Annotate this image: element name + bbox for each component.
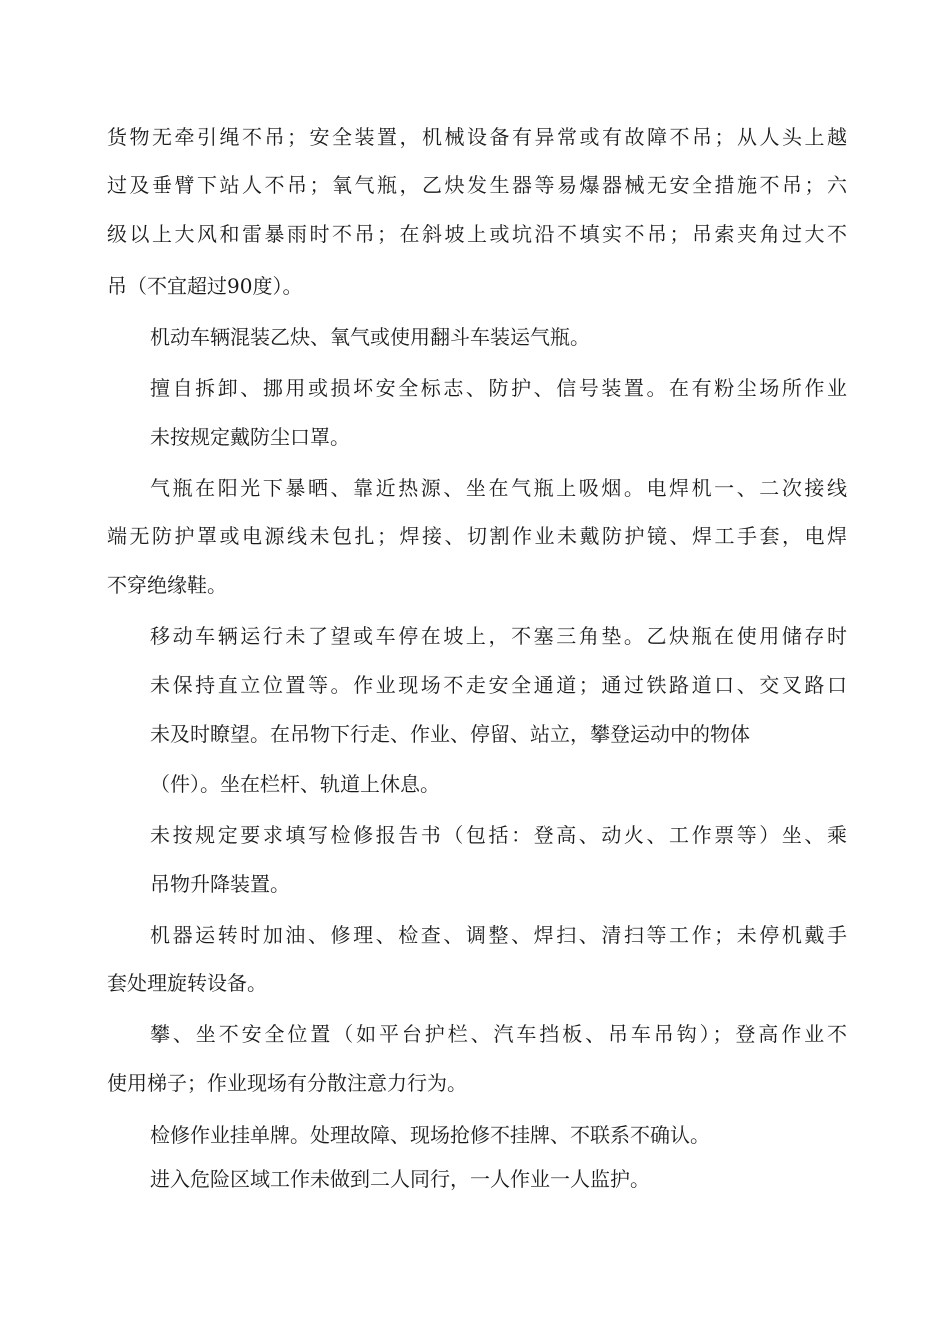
text-line: 未按规定戴防尘口罩。 xyxy=(150,425,350,449)
text-line: 吊（不宜超过90度）。 xyxy=(107,274,303,298)
text-line: 攀、坐不安全位置（如平台护栏、汽车挡板、吊车吊钩）；登高作业不 xyxy=(150,1022,847,1046)
text-line: 过及垂臂下站人不吊；氧气瓶，乙炔发生器等易爆器械无安全措施不吊；六 xyxy=(107,173,847,197)
text-line: 擅自拆卸、挪用或损坏安全标志、防护、信号装置。在有粉尘场所作业 xyxy=(150,376,847,400)
text-line: 机动车辆混装乙炔、氧气或使用翻斗车装运气瓶。 xyxy=(150,325,590,349)
text-line: 使用梯子；作业现场有分散注意力行为。 xyxy=(107,1071,467,1095)
text-line: 未保持直立位置等。作业现场不走安全通道；通过铁路道口、交叉路口 xyxy=(150,673,847,697)
text-line: 吊物升降装置。 xyxy=(150,872,290,896)
text-line: 端无防护罩或电源线未包扎；焊接、切割作业未戴防护镜、焊工手套，电焊 xyxy=(107,524,847,548)
text-line: 未及时瞭望。在吊物下行走、作业、停留、站立，攀登运动中的物体 xyxy=(150,722,750,746)
text-line: 货物无牵引绳不吊；安全装置，机械设备有异常或有故障不吊；从人头上越 xyxy=(107,125,847,149)
text-line: 检修作业挂单牌。处理故障、现场抢修不挂牌、不联系不确认。 xyxy=(150,1123,710,1147)
text-line: 不穿绝缘鞋。 xyxy=(107,573,227,597)
text-line: 级以上大风和雷暴雨时不吊；在斜坡上或坑沿不填实不吊；吊索夹角过大不 xyxy=(107,222,847,246)
text-line: 未按规定要求填写检修报告书（包括：登高、动火、工作票等）坐、乘 xyxy=(150,823,847,847)
text-line: 气瓶在阳光下暴晒、靠近热源、坐在气瓶上吸烟。电焊机一、二次接线 xyxy=(150,476,847,500)
text-line: 移动车辆运行未了望或车停在坡上，不塞三角垫。乙炔瓶在使用储存时 xyxy=(150,624,847,648)
text-line: （件）。坐在栏杆、轨道上休息。 xyxy=(150,772,440,796)
text-line: 机器运转时加油、修理、检查、调整、焊扫、清扫等工作；未停机戴手 xyxy=(150,923,847,947)
text-line: 进入危险区域工作未做到二人同行，一人作业一人监护。 xyxy=(150,1167,650,1191)
text-line: 套处理旋转设备。 xyxy=(107,971,267,995)
